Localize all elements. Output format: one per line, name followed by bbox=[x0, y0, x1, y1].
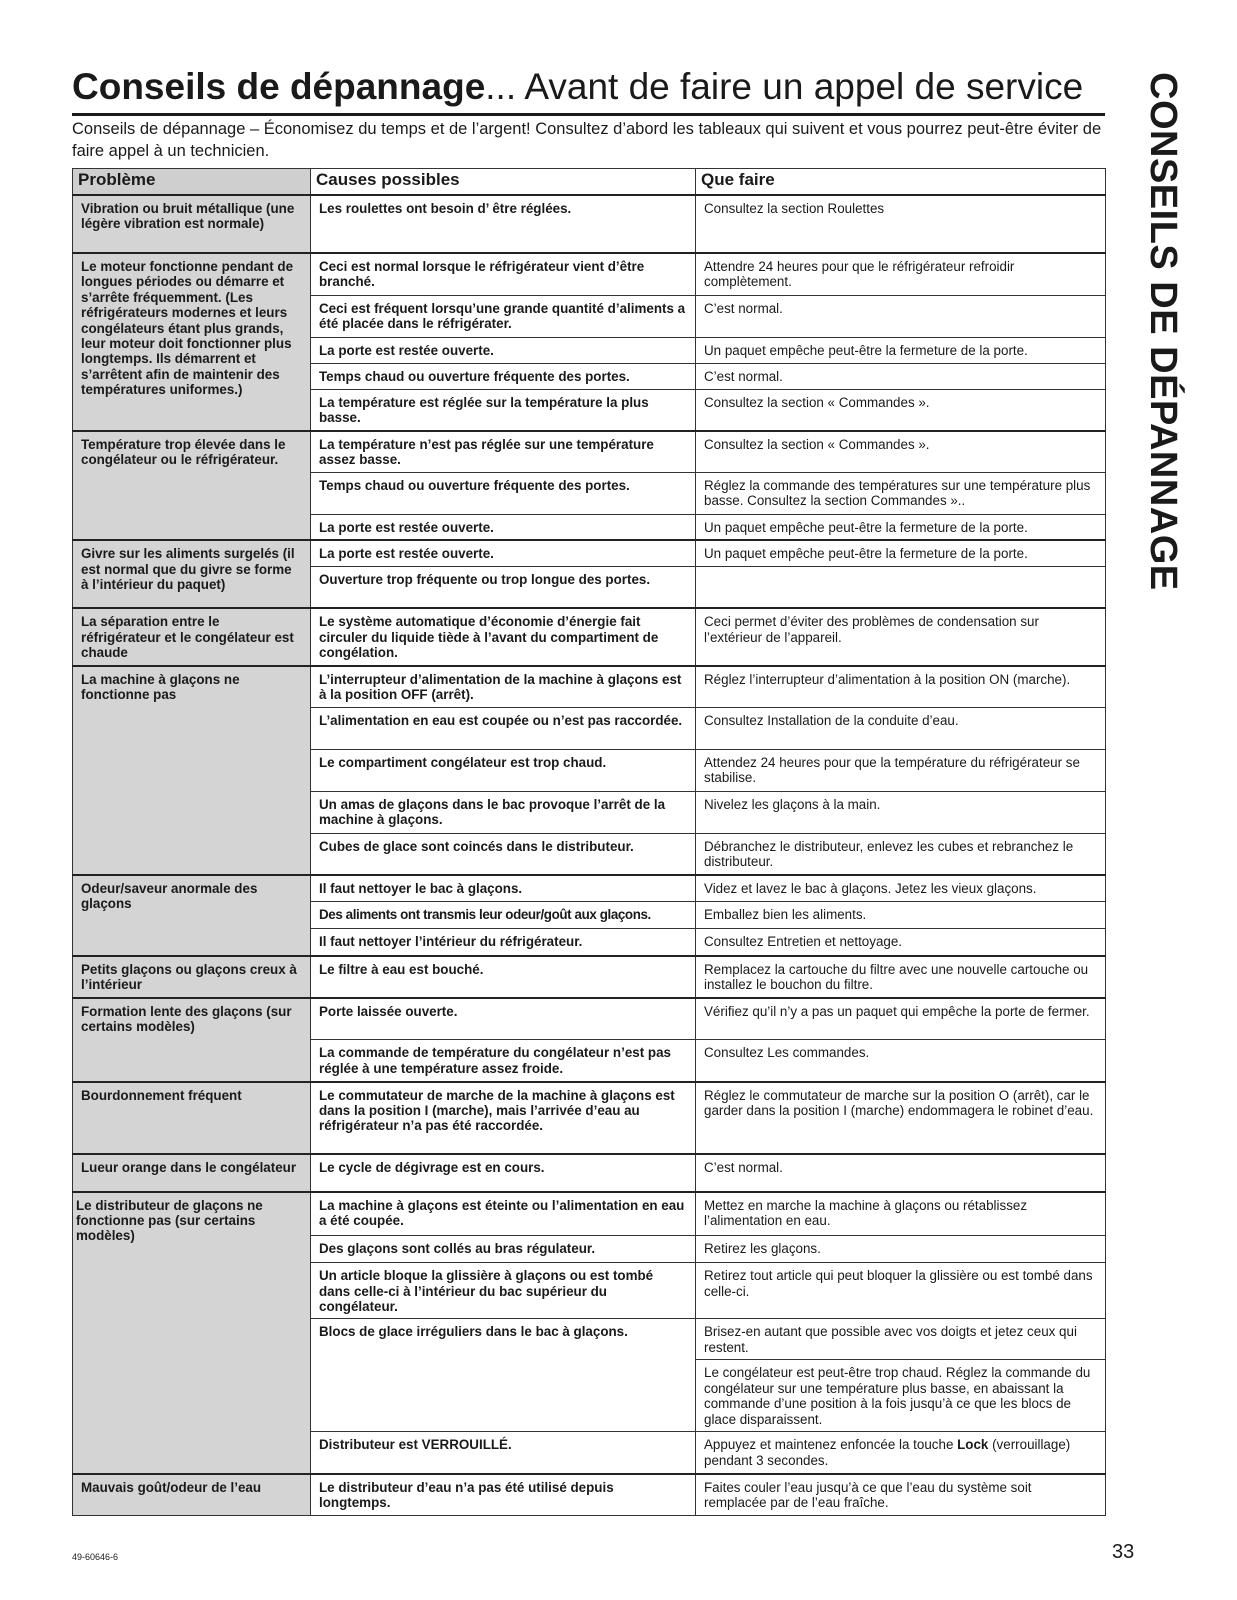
cause-cell: Porte laissée ouverte. bbox=[311, 998, 696, 1040]
solution-cell bbox=[696, 566, 1106, 608]
page-title bbox=[72, 64, 1112, 110]
table-row bbox=[73, 253, 1106, 295]
solution-text: Appuyez et maintenez enfoncée la touche bbox=[704, 1437, 958, 1453]
header-que-faire: Que faire bbox=[696, 169, 1106, 196]
solution-cell: Le congélateur est peut-être trop chaud. Réglez la commande du congélateur sur une température plus basse, en abaissant la commande d’une position à la fois jusqu’à ce que les blocs de glace disparaissent. bbox=[696, 1360, 1106, 1432]
cause-cell: La porte est restée ouverte. bbox=[311, 514, 696, 540]
problem-cell: Le distributeur de glaçons ne fonctionne pas (sur certains modèles) bbox=[73, 1192, 311, 1474]
solution-cell: Attendez 24 heures pour que la température du réfrigérateur se stabilise. bbox=[696, 750, 1106, 792]
cause-cell: Le distributeur d’eau n’a pas été utilisé depuis longtemps. bbox=[311, 1474, 696, 1516]
problem-cell: Odeur/saveur anormale des glaçons bbox=[73, 875, 311, 956]
problem-cell: Mauvais goût/odeur de l’eau bbox=[73, 1474, 311, 1516]
problem-cell: La machine à glaçons ne fonctionne pas bbox=[73, 666, 311, 875]
solution-cell: Videz et lavez le bac à glaçons. Jetez les vieux glaçons. bbox=[696, 875, 1106, 902]
table-row bbox=[73, 875, 1106, 902]
cause-cell: La température n’est pas réglée sur une température assez basse. bbox=[311, 431, 696, 472]
document-number: 49-60646-6 bbox=[72, 1552, 119, 1562]
solution-cell: Retirez tout article qui peut bloquer la glissière ou est tombé dans celle-ci. bbox=[696, 1263, 1106, 1319]
solution-cell: C’est normal. bbox=[696, 1154, 1106, 1192]
cause-cell: Les roulettes ont besoin d’ être réglées. bbox=[311, 195, 696, 253]
solution-cell: Ceci permet d’éviter des problèmes de condensation sur l’extérieur de l’appareil. bbox=[696, 608, 1106, 665]
cause-cell: Le cycle de dégivrage est en cours. bbox=[311, 1154, 696, 1192]
table-row bbox=[73, 431, 1106, 472]
solution-cell: Réglez l’interrupteur d’alimentation à la position ON (marche). bbox=[696, 666, 1106, 708]
cause-cell: Temps chaud ou ouverture fréquente des portes. bbox=[311, 363, 696, 389]
cause-cell: Ouverture trop fréquente ou trop longue des portes. bbox=[311, 566, 696, 608]
problem-cell: Formation lente des glaçons (sur certains modèles) bbox=[73, 998, 311, 1082]
cause-cell: La température est réglée sur la température la plus basse. bbox=[311, 389, 696, 431]
table-row bbox=[73, 540, 1106, 566]
table-row bbox=[73, 998, 1106, 1040]
cause-cell: Ceci est normal lorsque le réfrigérateur vient d’être branché. bbox=[311, 253, 696, 295]
solution-cell: Un paquet empêche peut-être la fermeture de la porte. bbox=[696, 540, 1106, 566]
table-row bbox=[73, 195, 1106, 253]
solution-cell: Un paquet empêche peut-être la fermeture de la porte. bbox=[696, 337, 1106, 363]
table-row bbox=[73, 1082, 1106, 1154]
problem-cell: Lueur orange dans le congélateur bbox=[73, 1154, 311, 1192]
cause-cell: Il faut nettoyer l’intérieur du réfrigérateur. bbox=[311, 929, 696, 956]
cause-cell: La porte est restée ouverte. bbox=[311, 540, 696, 566]
solution-cell: Réglez la commande des températures sur une température plus basse. Consultez la section Commandes ».. bbox=[696, 472, 1106, 514]
solution-cell: Consultez Les commandes. bbox=[696, 1040, 1106, 1082]
table-row bbox=[73, 1474, 1106, 1516]
lock-key-label: Lock bbox=[957, 1437, 989, 1453]
solution-text-rest: (verrouillage) pendant 3 secondes. bbox=[704, 1437, 1071, 1468]
cause-cell: Blocs de glace irréguliers dans le bac à glaçons. bbox=[311, 1319, 696, 1432]
solution-cell: Consultez la section « Commandes ». bbox=[696, 431, 1106, 472]
solution-cell: Brisez-en autant que possible avec vos doigts et jetez ceux qui restent. bbox=[696, 1319, 1106, 1360]
cause-cell: Ceci est fréquent lorsqu’une grande quantité d’aliments a été placée dans le réfrigérater. bbox=[311, 295, 696, 337]
title-rest: ... Avant de faire un appel de service bbox=[485, 66, 1084, 107]
intro-text: Conseils de dépannage – Économisez du temps et de l’argent! Consultez d’abord les tableaux qui suivent et vous pourrez peut-être éviter de faire appel à un technicien. bbox=[72, 120, 1102, 160]
cause-cell: Le filtre à eau est bouché. bbox=[311, 956, 696, 998]
side-tab bbox=[1138, 72, 1188, 612]
solution-cell: Réglez le commutateur de marche sur la position O (arrêt), car le garder dans la position I (marche) endommagera le robinet d’eau. bbox=[696, 1082, 1106, 1154]
table-row bbox=[73, 608, 1106, 665]
page-number: 33 bbox=[1112, 1541, 1135, 1563]
cause-cell: L’interrupteur d’alimentation de la machine à glaçons est à la position OFF (arrêt). bbox=[311, 666, 696, 708]
cause-cell: Cubes de glace sont coincés dans le distributeur. bbox=[311, 834, 696, 875]
cause-cell: L’alimentation en eau est coupée ou n’est pas raccordée. bbox=[311, 708, 696, 750]
solution-cell: Consultez Installation de la conduite d’eau. bbox=[696, 708, 1106, 750]
solution-cell: C’est normal. bbox=[696, 295, 1106, 337]
solution-cell: Consultez la section « Commandes ». bbox=[696, 389, 1106, 431]
cause-cell: La porte est restée ouverte. bbox=[311, 337, 696, 363]
solution-cell: Vérifiez qu’il n’y a pas un paquet qui empêche la porte de fermer. bbox=[696, 998, 1106, 1040]
table-row bbox=[73, 1192, 1106, 1236]
cause-cell: La machine à glaçons est éteinte ou l’alimentation en eau a été coupée. bbox=[311, 1192, 696, 1236]
solution-cell: Attendre 24 heures pour que le réfrigérateur refroidir complètement. bbox=[696, 253, 1106, 295]
cause-cell: Il faut nettoyer le bac à glaçons. bbox=[311, 875, 696, 902]
solution-cell: Consultez Entretien et nettoyage. bbox=[696, 929, 1106, 956]
solution-cell: Remplacez la cartouche du filtre avec une nouvelle cartouche ou installez le bouchon du filtre. bbox=[696, 956, 1106, 998]
cause-cell: Le système automatique d’économie d’énergie fait circuler du liquide tiède à l’avant du compartiment de congélation. bbox=[311, 608, 696, 665]
solution-cell bbox=[696, 1432, 1106, 1474]
header-probleme: Problème bbox=[73, 169, 311, 196]
cause-cell: Temps chaud ou ouverture fréquente des portes. bbox=[311, 472, 696, 514]
solution-cell: C’est normal. bbox=[696, 363, 1106, 389]
cause-cell: La commande de température du congélateur n’est pas réglée à une température assez froide. bbox=[311, 1040, 696, 1082]
problem-cell: La séparation entre le réfrigérateur et le congélateur est chaude bbox=[73, 608, 311, 665]
problem-cell: Petits glaçons ou glaçons creux à l’intérieur bbox=[73, 956, 311, 998]
problem-cell: Le moteur fonctionne pendant de longues périodes ou démarre et s’arrête fréquemment. (Les réfrigérateurs modernes et leurs congélateurs étant plus grands, leur moteur doit fonctionner plus longtemps. Ils démarrent et s’arrêtent afin de maintenir des températures uniformes.) bbox=[73, 253, 311, 431]
problem-cell: Bourdonnement fréquent bbox=[73, 1082, 311, 1154]
title-rule bbox=[72, 113, 1105, 116]
table-row bbox=[73, 666, 1106, 708]
solution-cell: Emballez bien les aliments. bbox=[696, 902, 1106, 929]
solution-cell: Retirez les glaçons. bbox=[696, 1236, 1106, 1263]
solution-cell: Débranchez le distributeur, enlevez les cubes et rebranchez le distributeur. bbox=[696, 834, 1106, 875]
cause-cell: Un amas de glaçons dans le bac provoque l’arrêt de la machine à glaçons. bbox=[311, 792, 696, 834]
cause-cell: Le commutateur de marche de la machine à glaçons est dans la position I (marche), mais l’arrivée d’eau au réfrigérateur n’a pas été raccordée. bbox=[311, 1082, 696, 1154]
solution-cell: Consultez la section Roulettes bbox=[696, 195, 1106, 253]
title-bold: Conseils de dépannage bbox=[72, 66, 486, 107]
table-row bbox=[73, 1154, 1106, 1192]
cause-cell: Des glaçons sont collés au bras régulateur. bbox=[311, 1236, 696, 1263]
table-header-row bbox=[73, 169, 1106, 196]
cause-cell: Un article bloque la glissière à glaçons ou est tombé dans celle-ci à l’intérieur du bac supérieur du congélateur. bbox=[311, 1263, 696, 1319]
header-causes: Causes possibles bbox=[311, 169, 696, 196]
problem-cell: Température trop élevée dans le congélateur ou le réfrigérateur. bbox=[73, 431, 311, 540]
cause-cell: Le compartiment congélateur est trop chaud. bbox=[311, 750, 696, 792]
side-tab-label: CONSEILS DE DÉPANNAGE bbox=[1142, 72, 1184, 591]
solution-cell: Faites couler l’eau jusqu’à ce que l’eau du système soit remplacée par de l’eau fraîche. bbox=[696, 1474, 1106, 1516]
cause-cell: Des aliments ont transmis leur odeur/goût aux glaçons. bbox=[311, 902, 696, 929]
solution-cell: Un paquet empêche peut-être la fermeture de la porte. bbox=[696, 514, 1106, 540]
problem-cell: Givre sur les aliments surgelés (il est normal que du givre se forme à l’intérieur du paquet) bbox=[73, 540, 311, 608]
cause-cell: Distributeur est VERROUILLÉ. bbox=[311, 1432, 696, 1474]
problem-cell: Vibration ou bruit métallique (une légère vibration est normale) bbox=[73, 195, 311, 253]
solution-cell: Mettez en marche la machine à glaçons ou rétablissez l’alimentation en eau. bbox=[696, 1192, 1106, 1236]
solution-cell: Nivelez les glaçons à la main. bbox=[696, 792, 1106, 834]
troubleshooting-table bbox=[72, 168, 1106, 1516]
table-row bbox=[73, 956, 1106, 998]
